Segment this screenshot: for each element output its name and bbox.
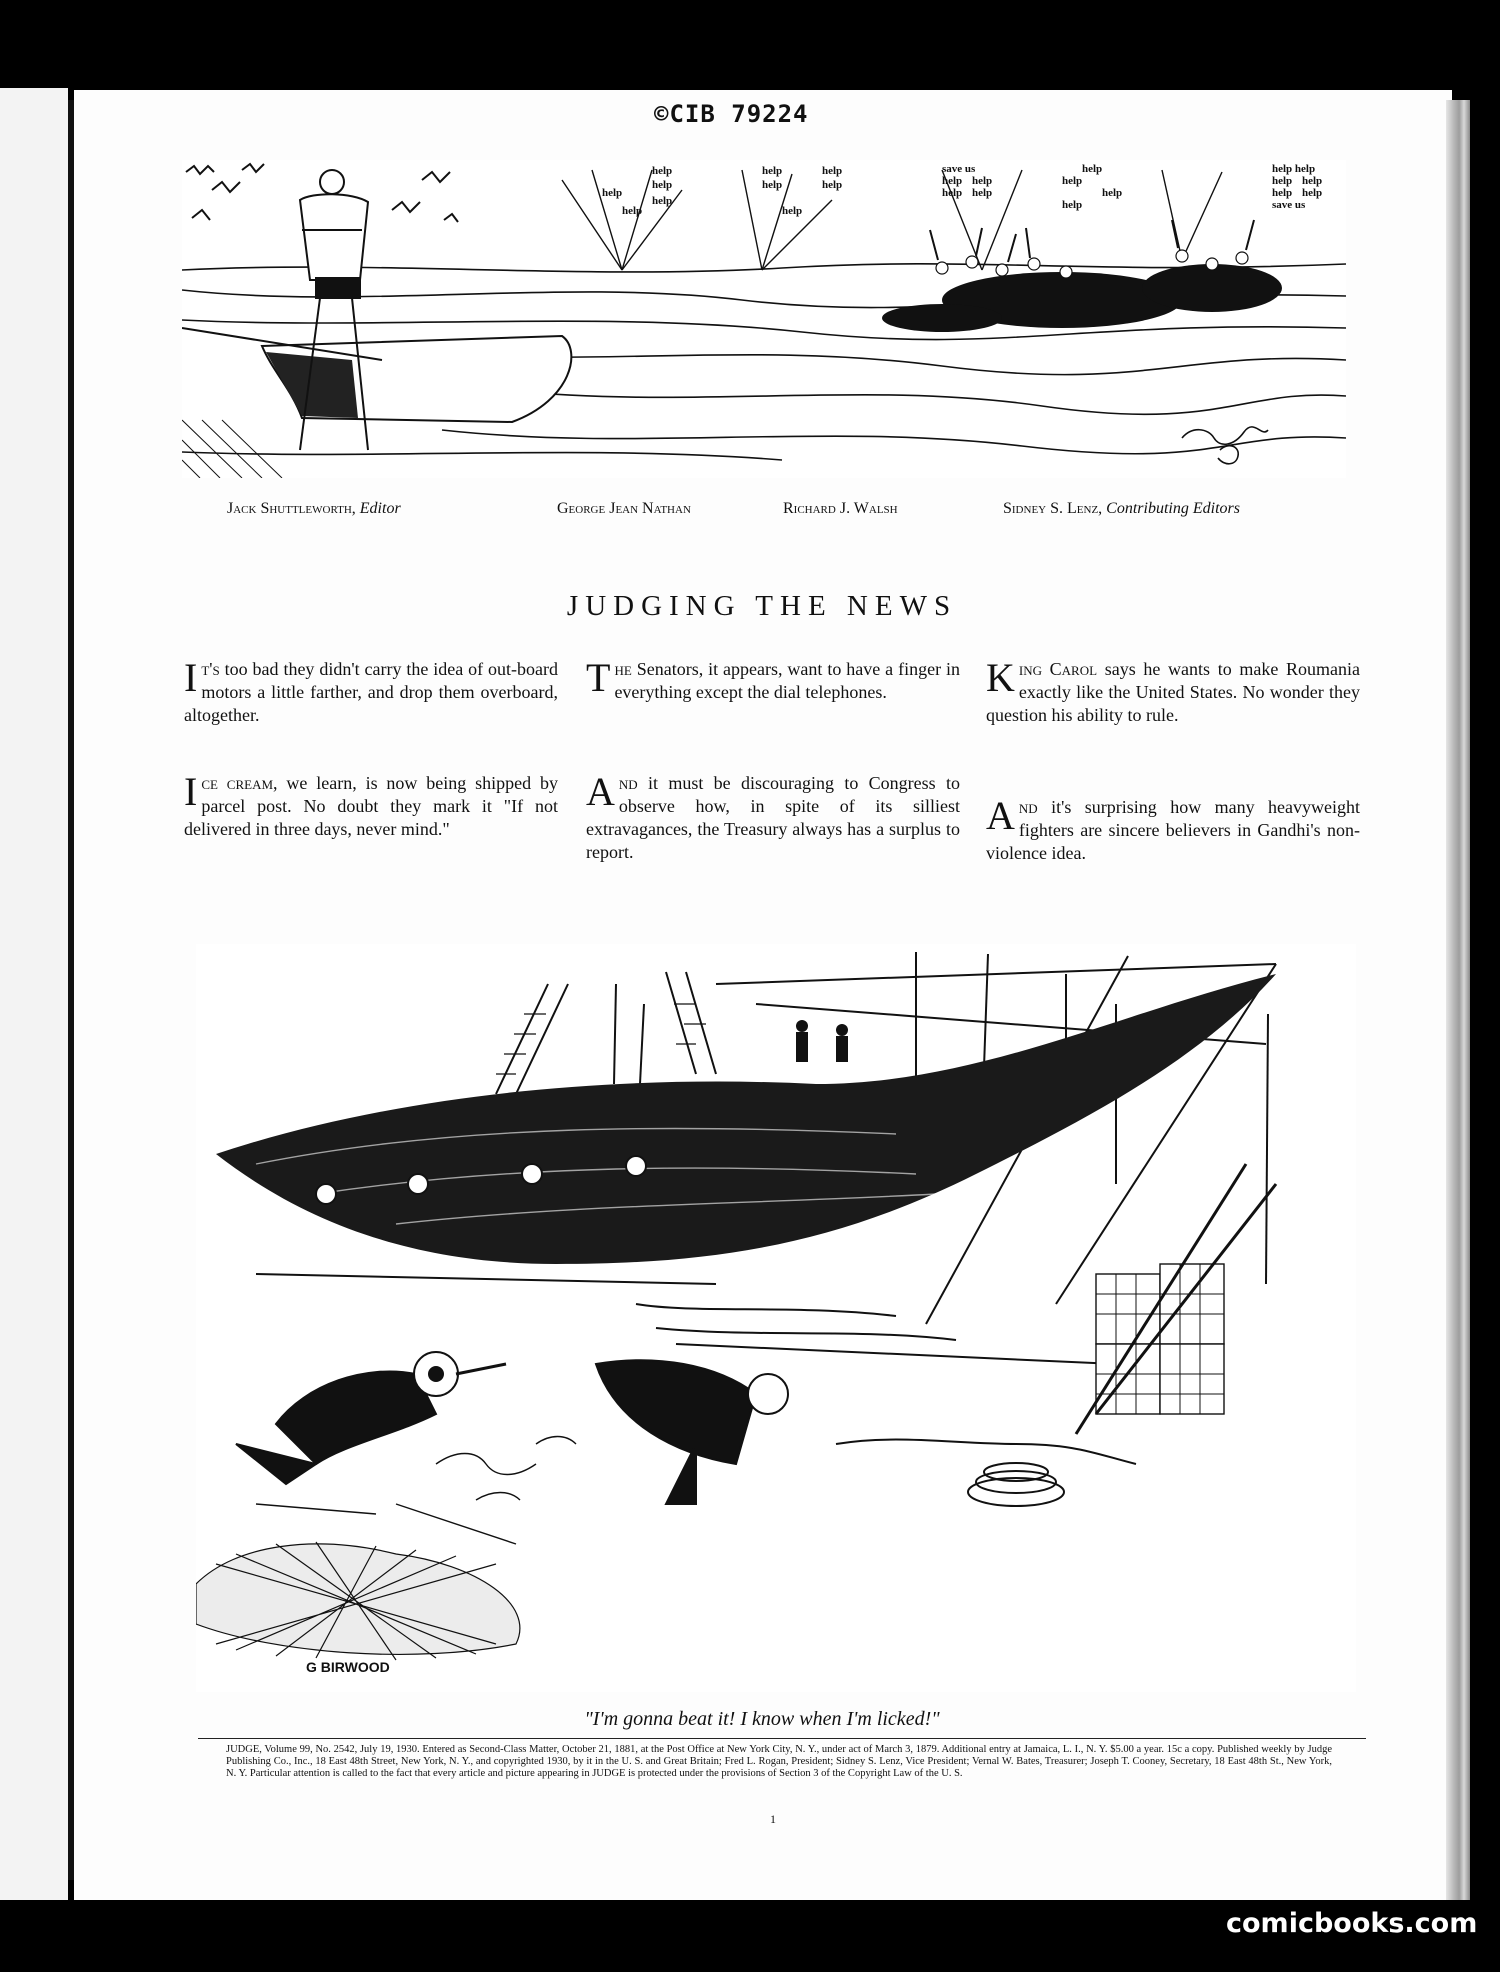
item-text: we learn, is now being shipped by parcel post. No doubt they mark it "If not delivered in three days, never mind." (184, 773, 558, 839)
page-number: 1 (770, 1812, 776, 1826)
drop-cap: I (184, 655, 198, 700)
help-label: help (762, 179, 783, 191)
masthead-editors (185, 500, 1340, 526)
item-lead: nd (1018, 797, 1038, 817)
help-label: help (942, 187, 963, 199)
help-label: save us (942, 163, 976, 175)
footer-rule (198, 1738, 1366, 1739)
help-label: help (1302, 175, 1323, 187)
drop-cap: A (586, 769, 615, 814)
help-label: help (822, 165, 843, 177)
help-label: help (1272, 187, 1293, 199)
section-title: JUDGING THE NEWS (566, 590, 958, 622)
help-label: help (652, 165, 673, 177)
harbor-cartoon-drawing (196, 944, 1356, 1692)
item-lead: ce cream, (201, 773, 278, 793)
cartoon-signature: G BIRWOOD (306, 1659, 390, 1675)
help-label: help (762, 165, 783, 177)
help-label: help (1302, 187, 1323, 199)
editor-role: Editor (359, 500, 401, 517)
copyright-stamp: ©CIB 79224 (654, 100, 809, 128)
help-label: help (1062, 199, 1083, 211)
help-label: help (1062, 175, 1083, 187)
masthead-cartoon (182, 160, 1346, 478)
help-label: help (652, 179, 673, 191)
help-label: help (972, 187, 993, 199)
help-label: help (1082, 163, 1103, 175)
help-label: help (1102, 187, 1123, 199)
contributors-role: Contributing Editors (1106, 500, 1240, 517)
help-label: help (942, 175, 963, 187)
contributor-name: Sidney S. Lenz, (1003, 500, 1103, 517)
item-text: Senators, it appears, want to have a finger in everything except the dial telephones. (614, 659, 960, 702)
item-lead: t's (201, 659, 220, 679)
help-label: help (652, 195, 673, 207)
news-item (184, 655, 558, 727)
drop-cap: A (986, 793, 1015, 838)
help-label: help (1272, 175, 1293, 187)
news-item (986, 655, 1361, 727)
watermark: comicbooks.com (1226, 1908, 1478, 1939)
drop-cap: I (184, 769, 198, 814)
help-label: help (782, 205, 803, 217)
contributor-name: George Jean Nathan (557, 500, 691, 517)
item-text: it's surprising how many heavyweight fighters are sincere believers in Gandhi's non-violence idea. (986, 797, 1360, 863)
item-lead: nd (618, 773, 638, 793)
item-text: too bad they didn't carry the idea of out-board motors a little farther, and drop them overboard, altogether. (184, 659, 558, 725)
item-lead: he (614, 659, 632, 679)
editor-name: Jack Shuttleworth, (227, 500, 356, 517)
editor-credit (227, 500, 401, 518)
help-label: help (602, 187, 623, 199)
publication-notice: JUDGE, Volume 99, No. 2542, July 19, 1930. Entered as Second-Class Matter, October 21, 1881, at the Post Office at New York City, N. Y., under act of March 3, 1879. Additional entry at Jamaica, L. I., N. Y. $5.00 a year. 15c a copy. Published weekly by Judge Publishing Co., Inc., 18 East 48th Street, New York, N. Y., and copyrighted 1930, by it in the U. S. and Great Britain; Fred L. Rogan, President; Sidney S. Lenz, Vice President; Vernal W. Bates, Treasurer; Joseph T. Cooney, Secretary, 18 East 48th St., New York, N. Y. Particular attention is called to the fact that every article and picture appearing in JUDGE is protected under the provisions of Section 3 of the Copyright Law of the U. S. (226, 1744, 1332, 1779)
harbor-cartoon (196, 944, 1356, 1692)
news-item (986, 793, 1360, 865)
news-item (586, 655, 960, 704)
help-label: help (622, 205, 643, 217)
news-item (586, 769, 960, 864)
item-text: says he wants to make Roumania exactly like the United States. No wonder they question his ability to rule. (986, 659, 1361, 725)
contributor-credit (1003, 500, 1240, 518)
help-label: help (972, 175, 993, 187)
drop-cap: K (986, 655, 1015, 700)
item-lead: ing Carol (1018, 659, 1098, 679)
help-label: help (822, 179, 843, 191)
contributor-name: Richard J. Walsh (783, 500, 898, 517)
news-item (184, 769, 558, 841)
help-label: save us (1272, 199, 1306, 211)
help-label: help help (1272, 163, 1316, 175)
cartoon-caption: "I'm gonna beat it! I know when I'm licked!" (584, 1708, 940, 1730)
masthead-cartoon-drawing (182, 160, 1346, 478)
drop-cap: T (586, 655, 611, 700)
facing-page-edge (0, 88, 68, 1900)
item-text: it must be discouraging to Congress to observe how, in spite of its silliest extravagances, the Treasury always has a surplus to report. (586, 773, 960, 862)
page-stack-edge (1446, 100, 1470, 1900)
